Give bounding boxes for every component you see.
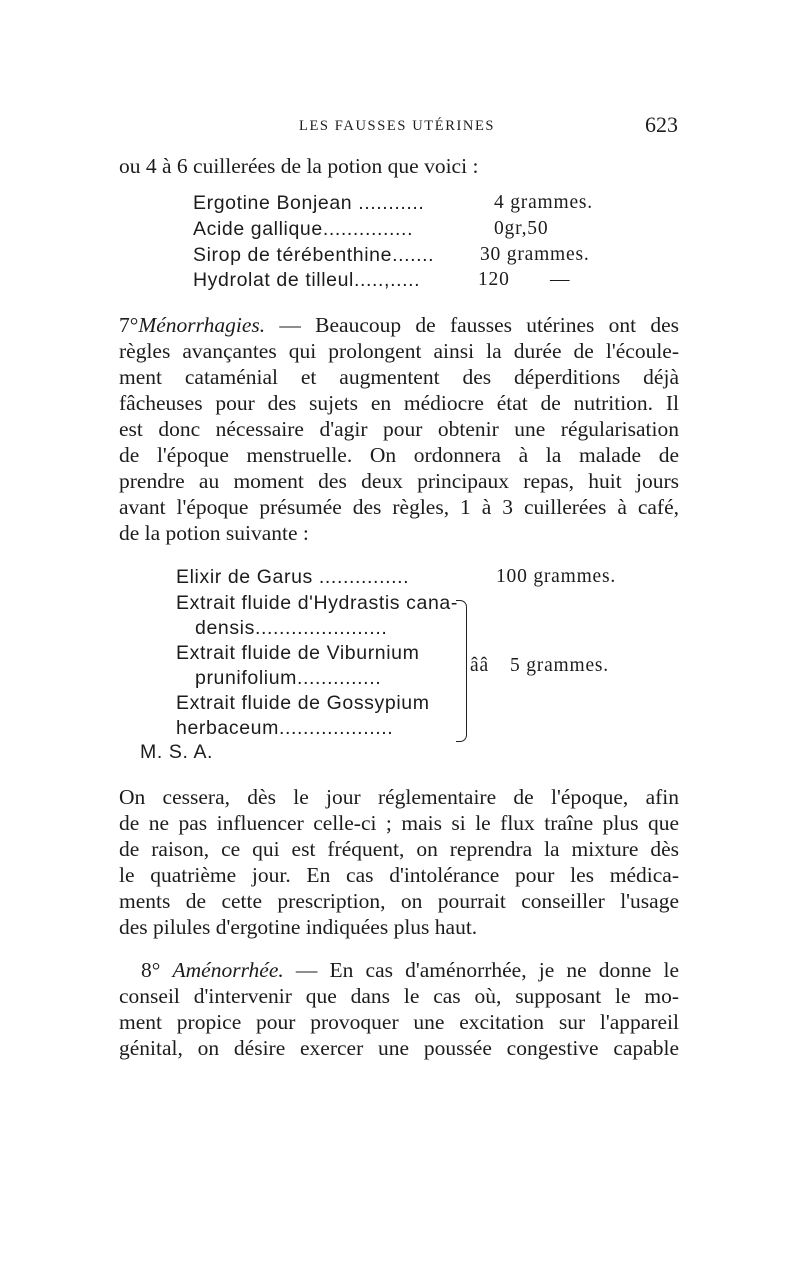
- paragraph-line: fâcheuses pour des sujets en médiocre état de nutrition. Il: [119, 391, 679, 415]
- ana-abbreviation: ââ: [470, 655, 489, 676]
- paragraph-line: de raison, ce qui est fréquent, on reprendra la mixture dès: [119, 837, 679, 861]
- paragraph-line: prendre au moment des deux principaux repas, huit jours: [119, 469, 679, 493]
- paragraph-line: On cessera, dès le jour réglementaire de l'époque, afin: [119, 785, 679, 809]
- paragraph-line: ments de cette prescription, on pourrait conseiller l'usage: [119, 889, 679, 913]
- section-title: Aménorrhée.: [172, 958, 284, 982]
- grouping-brace: [456, 600, 467, 742]
- paragraph-line: avant l'époque présumée des règles, 1 à 3 cuillerées à café,: [119, 495, 679, 519]
- section-number: 7°: [119, 313, 139, 337]
- formula-quantity: 4 grammes.: [494, 192, 593, 213]
- formula-ingredient: Acide gallique...............: [193, 218, 414, 240]
- intro-line: ou 4 à 6 cuillerées de la potion que voici :: [119, 154, 479, 178]
- section-number: 8°: [141, 958, 161, 982]
- formula-quantity: 120: [478, 269, 510, 290]
- paragraph-text: — Beaucoup de fausses utérines ont des: [265, 313, 679, 337]
- paragraph-line: de l'époque menstruelle. On ordonnera à la malade de: [119, 443, 679, 467]
- formula-ingredient: densis......................: [195, 617, 388, 639]
- paragraph-line: est donc nécessaire d'agir pour obtenir une régularisation: [119, 417, 679, 441]
- running-header: LES FAUSSES UTÉRINES: [299, 118, 496, 134]
- paragraph-text: — En cas d'aménorrhée, je ne donne le: [283, 958, 680, 982]
- paragraph-line: règles avançantes qui prolongent ainsi la durée de l'écoule-: [119, 339, 679, 363]
- paragraph-line: des pilules d'ergotine indiquées plus haut.: [119, 915, 478, 939]
- formula-ingredient: Extrait fluide d'Hydrastis cana-: [176, 592, 458, 614]
- paragraph-line: conseil d'intervenir que dans le cas où, supposant le mo-: [119, 984, 679, 1008]
- section-title: Ménorrhagies.: [138, 313, 266, 337]
- formula-quantity: 100 grammes.: [496, 566, 617, 587]
- formula-ingredient: Hydrolat de tilleul.....,.....: [193, 269, 421, 291]
- section-7-first-line: [119, 312, 679, 338]
- formula-quantity: 30 grammes.: [480, 244, 590, 265]
- formula-ingredient: Extrait fluide de Gossypium: [176, 692, 430, 714]
- paragraph-line: de la potion suivante :: [119, 521, 309, 545]
- paragraph-line: de ne pas influencer celle-ci ; mais si le flux traîne plus que: [119, 811, 679, 835]
- prescription-signature: M. S. A.: [140, 741, 214, 763]
- section-8-first-line: [119, 957, 679, 983]
- formula-ditto-mark: —: [550, 269, 571, 290]
- paragraph-line: le quatrième jour. En cas d'intolérance pour les médica-: [119, 863, 679, 887]
- formula-quantity: 0gr,50: [494, 218, 549, 239]
- formula-ingredient: Sirop de térébenthine.......: [193, 244, 435, 266]
- formula-quantity: 5 grammes.: [510, 655, 609, 676]
- formula-ingredient: prunifolium..............: [195, 667, 382, 689]
- page-number: 623: [645, 112, 678, 137]
- paragraph-line: ment propice pour provoquer une excitation sur l'appareil: [119, 1010, 679, 1034]
- formula-ingredient: Extrait fluide de Viburnium: [176, 642, 420, 664]
- paragraph-line: génital, on désire exercer une poussée congestive capable: [119, 1036, 679, 1060]
- formula-ingredient: Ergotine Bonjean ...........: [193, 192, 425, 214]
- formula-ingredient: Elixir de Garus ...............: [176, 566, 410, 588]
- paragraph-line: ment cataménial et augmentent des déperditions déjà: [119, 365, 679, 389]
- formula-ingredient: herbaceum...................: [176, 717, 394, 739]
